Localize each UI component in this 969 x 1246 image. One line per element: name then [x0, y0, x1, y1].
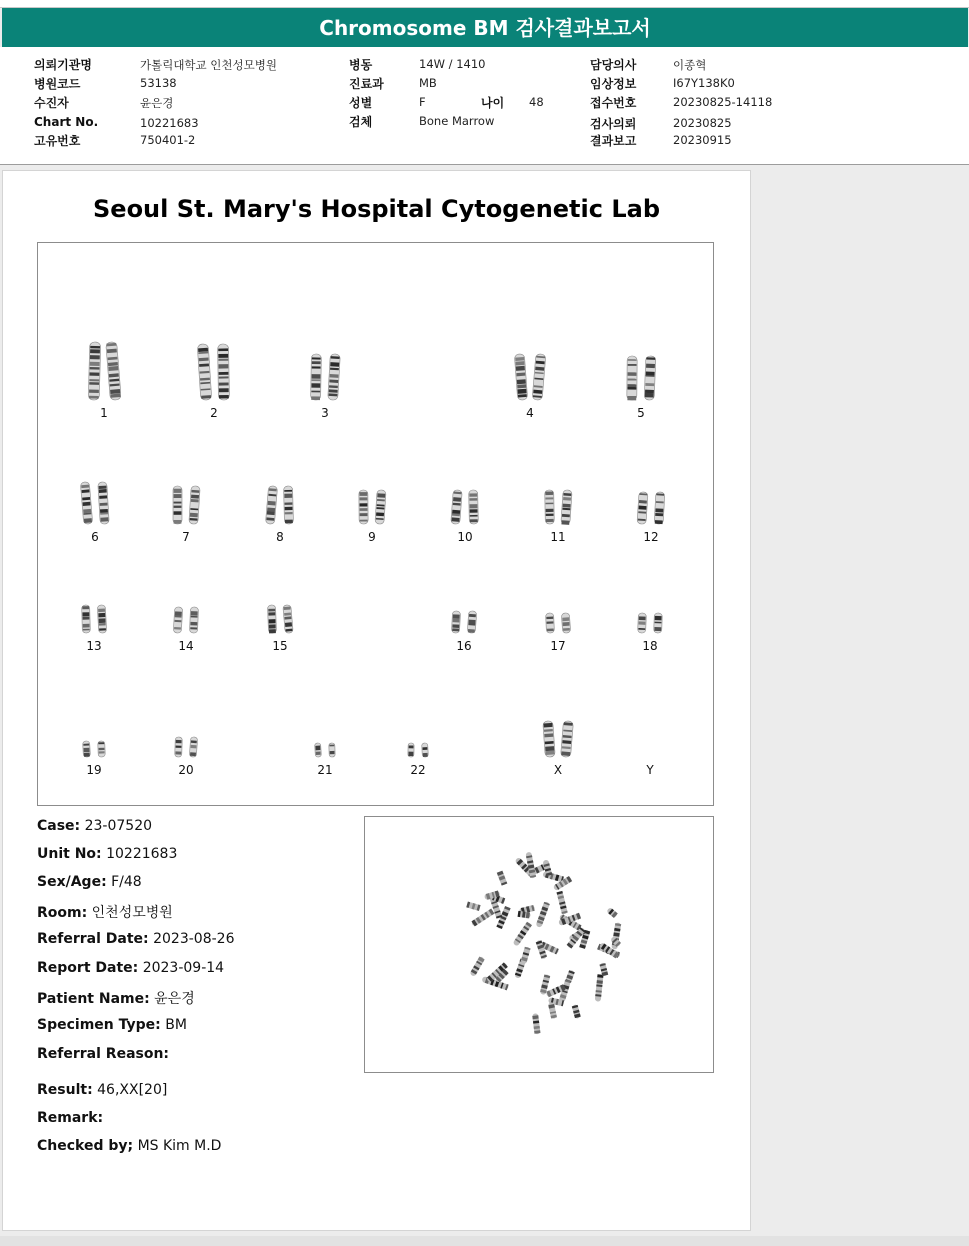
chromosome-pair-1: [87, 340, 121, 402]
karyogram: [37, 242, 714, 806]
label-sex: 성별: [349, 96, 373, 110]
chromosome-pair-8: [265, 484, 295, 526]
value-specimen: Bone Marrow: [419, 114, 495, 128]
detail-specimen-type-value: BM: [165, 1017, 187, 1033]
chromosome-pair-11: [543, 488, 573, 526]
detail-checked-by-label: Checked by;: [37, 1138, 134, 1154]
label-ward: 병동: [349, 58, 373, 72]
detail-sex-age-value: F/48: [111, 874, 142, 890]
label-physician: 담당의사: [590, 58, 637, 72]
bottom-strip: [0, 1236, 969, 1246]
chromosome-pair-17: [544, 611, 572, 635]
chromosome-label-21: 21: [317, 763, 333, 777]
label-specimen: 검체: [349, 115, 373, 129]
chromosome-pair-9: [357, 488, 387, 526]
detail-case-value: 23-07520: [84, 818, 153, 834]
chromosome-label-y: Y: [646, 763, 654, 777]
chromosome-label-x: X: [553, 763, 563, 777]
value-department: MB: [419, 76, 437, 90]
value-chart-no: 10221683: [140, 116, 199, 130]
label-report-date: 결과보고: [590, 134, 637, 148]
detail-result-value: 46,XX[20]: [97, 1082, 168, 1098]
chromosome-pair-x: [542, 719, 574, 759]
detail-specimen-type: [37, 1017, 187, 1033]
value-patient: 윤은경: [140, 96, 174, 110]
chromosome-label-3: 3: [321, 406, 329, 420]
detail-report-date: [37, 960, 224, 976]
lab-title: Seoul St. Mary's Hospital Cytogenetic Lab: [93, 195, 660, 223]
detail-patient-name-value: 윤은경: [154, 991, 195, 1007]
label-unique-number: 고유번호: [34, 134, 81, 148]
chromosome-pair-3: [309, 352, 341, 402]
chromosome-pair-12: [636, 490, 666, 526]
detail-case-label: Case:: [37, 818, 81, 834]
chromosome-pair-7: [171, 484, 201, 526]
chromosome-label-19: 19: [86, 763, 102, 777]
chromosome-label-8: 8: [276, 530, 284, 544]
detail-case: [37, 818, 152, 834]
chromosome-label-9: 9: [368, 530, 376, 544]
detail-unit-no-value: 10221683: [106, 846, 178, 862]
chromosome-label-15: 15: [272, 639, 288, 653]
detail-referral-date-label: Referral Date:: [37, 931, 149, 947]
chromosome-label-17: 17: [550, 639, 566, 653]
value-age: 48: [529, 95, 544, 109]
chromosome-pair-10: [450, 488, 480, 526]
detail-result-label: Result:: [37, 1082, 93, 1098]
detail-unit-no: [37, 846, 177, 862]
label-department: 진료과: [349, 77, 384, 91]
label-hospital-code: 병원코드: [34, 77, 81, 91]
chromosome-label-5: 5: [637, 406, 645, 420]
value-clinical-info: I67Y138K0: [673, 76, 735, 90]
chromosome-label-16: 16: [456, 639, 472, 653]
detail-room-label: Room:: [37, 905, 88, 921]
detail-unit-no-label: Unit No:: [37, 846, 102, 862]
chromosome-label-14: 14: [178, 639, 194, 653]
label-chart-no: Chart No.: [34, 115, 99, 129]
chromosome-pair-22: [406, 741, 430, 759]
detail-referral-reason: [37, 1046, 169, 1062]
value-accession-number: 20230825-14118: [673, 95, 773, 109]
report-title: Chromosome BM 검사결과보고서: [319, 16, 651, 40]
label-age: 나이: [481, 96, 505, 110]
chromosome-pair-4: [514, 352, 546, 402]
chromosome-pair-6: [80, 480, 110, 526]
karyotype-report: [2, 170, 751, 1231]
value-unique-number: 750401-2: [140, 133, 196, 147]
metaphase-spread-image: [365, 817, 713, 1072]
chromosome-label-11: 11: [550, 530, 566, 544]
chromosome-pair-14: [172, 605, 200, 635]
chromosome-label-13: 13: [86, 639, 102, 653]
detail-patient-name: [37, 988, 195, 1008]
detail-report-date-value: 2023-09-14: [142, 960, 225, 976]
chromosome-label-7: 7: [182, 530, 190, 544]
chromosome-pair-20: [173, 735, 199, 759]
chromosome-label-22: 22: [410, 763, 426, 777]
detail-remark: [37, 1110, 103, 1126]
chromosome-pair-18: [636, 611, 664, 635]
chromosome-pair-16: [450, 609, 478, 635]
detail-room-value: 인천성모병원: [91, 905, 173, 921]
detail-referral-reason-label: Referral Reason:: [37, 1046, 170, 1062]
label-requesting-institution: 의뢰기관명: [34, 58, 92, 72]
detail-referral-date-value: 2023-08-26: [153, 931, 235, 947]
metaphase-image-box: [364, 816, 714, 1073]
detail-patient-name-label: Patient Name:: [37, 991, 150, 1007]
value-sex: F: [419, 95, 426, 109]
value-ward: 14W / 1410: [419, 57, 486, 71]
chromosome-pair-21: [313, 741, 337, 759]
detail-report-date-label: Report Date:: [37, 960, 139, 976]
detail-result: [37, 1082, 167, 1098]
value-physician: 이종혁: [673, 58, 707, 72]
chromosome-label-4: 4: [526, 406, 534, 420]
chromosome-pair-19: [81, 739, 107, 759]
label-accession-number: 접수번호: [590, 96, 637, 110]
label-request-date: 검사의뢰: [590, 117, 637, 131]
chromosome-label-12: 12: [643, 530, 659, 544]
chromosome-pair-15: [266, 603, 294, 635]
value-request-date: 20230825: [673, 116, 732, 130]
detail-sex-age: [37, 874, 142, 890]
chromosome-label-10: 10: [457, 530, 473, 544]
value-report-date: 20230915: [673, 133, 732, 147]
detail-remark-label: Remark:: [37, 1110, 104, 1126]
value-hospital-code: 53138: [140, 76, 177, 90]
chromosome-label-18: 18: [642, 639, 658, 653]
chromosome-label-1: 1: [100, 406, 108, 420]
detail-room: [37, 902, 173, 922]
detail-sex-age-label: Sex/Age:: [37, 874, 107, 890]
chromosome-pair-5: [625, 354, 657, 402]
chromosome-label-20: 20: [178, 763, 194, 777]
label-clinical-info: 임상정보: [590, 77, 637, 91]
value-requesting-institution: 가톨릭대학교 인천성모병원: [140, 58, 277, 72]
patient-info-panel: [0, 47, 969, 165]
top-border: [0, 0, 969, 8]
label-patient: 수진자: [34, 96, 69, 110]
chromosome-label-6: 6: [91, 530, 99, 544]
chromosome-label-2: 2: [210, 406, 218, 420]
detail-checked-by-value: MS Kim M.D: [137, 1138, 222, 1154]
chromosome-pair-2: [197, 342, 231, 402]
report-title-bar: [2, 8, 968, 47]
detail-checked-by: [37, 1138, 221, 1154]
chromosome-pair-13: [80, 603, 108, 635]
detail-specimen-type-label: Specimen Type:: [37, 1017, 161, 1033]
detail-referral-date: [37, 931, 234, 947]
